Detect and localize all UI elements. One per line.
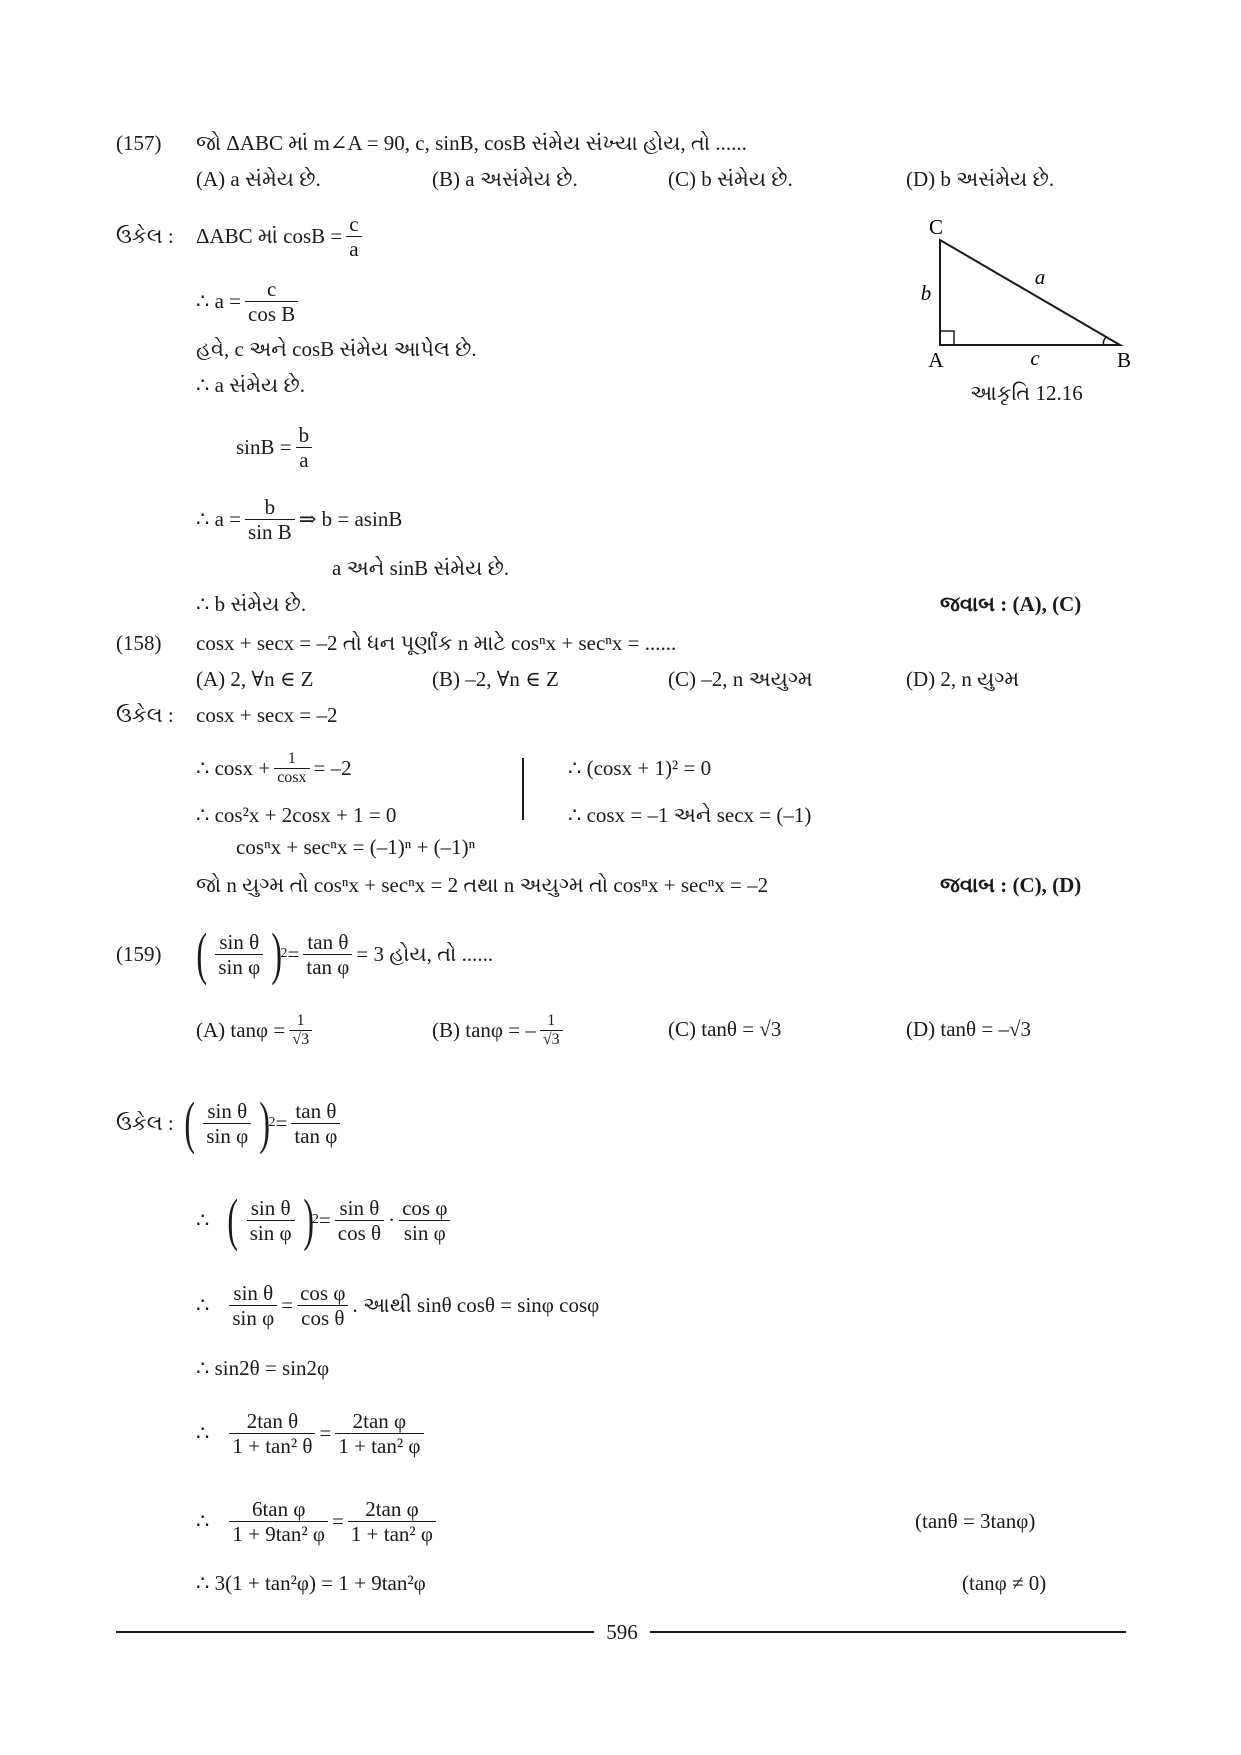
- fraction: $\frac{b}{a}$: [296, 423, 313, 472]
- fraction: $\frac{c}{\text{cos B}}$: [245, 277, 298, 326]
- option-a-text: (A) tanφ =: [196, 1018, 286, 1042]
- q159-number: (159): [116, 942, 162, 966]
- q158-right-1: ∴ (cosx + 1)² = 0: [568, 756, 712, 780]
- fraction: $\frac{\text{sin θ}}{\text{sin φ}}$: [247, 1196, 295, 1245]
- fraction: $\frac{\text{2tan φ}}{\text{1 + tan² φ}}$: [335, 1409, 423, 1458]
- exponent: 2: [280, 946, 288, 961]
- q159-eq-7-note: (tanφ ≠ 0): [962, 1571, 1047, 1595]
- open-paren: (: [184, 1090, 195, 1155]
- fraction: $\frac{b}{\text{sin B}}$: [245, 495, 295, 544]
- q157-option-b: (B) a અસંમેય છે.: [432, 167, 578, 191]
- q158-answer: જવાબ : (C), (D): [940, 873, 1082, 897]
- q158-step-4: cosⁿx + secⁿx = (–1)ⁿ + (–1)ⁿ: [236, 835, 476, 859]
- open-paren: (: [196, 921, 207, 986]
- q157-option-d: (D) b અસંમેય છે.: [906, 167, 1055, 191]
- equals: =: [319, 1421, 332, 1445]
- q159-eq-1: [180, 1085, 344, 1161]
- fraction: $\frac{\text{2tan θ}}{\text{1 + tan² θ}}$: [229, 1409, 315, 1458]
- q159-eq-3: [196, 1275, 599, 1335]
- q159-eq-6-note: (tanθ = 3tanφ): [915, 1509, 1036, 1533]
- fraction: $\frac{1}{\cos x}$: [274, 750, 309, 787]
- q159-eq-7: ∴ 3(1 + tan²φ) = 1 + 9tan²φ: [196, 1571, 426, 1595]
- q158-solution-label: ઉકેલ :: [116, 703, 174, 727]
- fraction: $\frac{\text{sin θ}}{\text{sin φ}}$: [215, 930, 263, 979]
- therefore-symbol: ∴: [196, 1509, 210, 1533]
- q159-option-d: (D) tanθ = –√3: [906, 1017, 1031, 1041]
- q159-eq-3-tail: . આથી sinθ cosθ = sinφ cosφ: [352, 1293, 600, 1317]
- q157-answer: જવાબ : (A), (C): [940, 592, 1082, 616]
- q158-step-1: cosx + secx = –2: [196, 703, 338, 727]
- fraction: $\frac{\text{tan θ}}{\text{tan φ}}$: [303, 930, 352, 979]
- q157-step-6-tail: ⇒ b = asinB: [298, 507, 403, 531]
- q157-step-6: [196, 490, 402, 548]
- q159-option-b: [432, 1004, 567, 1056]
- q158-number: (158): [116, 631, 162, 655]
- fraction: $\frac{\text{sin θ}}{\text{sin φ}}$: [229, 1281, 277, 1330]
- q157-step-3: હવે, c અને cosB સંમેય આપેલ છે.: [196, 337, 477, 361]
- q157-step-2: [196, 272, 302, 330]
- exponent: 2: [268, 1115, 276, 1130]
- q157-solution-label: ઉકેલ :: [116, 224, 174, 248]
- side-label-a: a: [1034, 265, 1046, 289]
- q159-eq-2: [196, 1182, 454, 1258]
- fraction: $\frac{\text{cos φ}}{\text{sin φ}}$: [399, 1196, 450, 1245]
- fraction: $\frac{1}{√3}$: [540, 1012, 563, 1049]
- q159-eq-4: ∴ sin2θ = sin2φ: [196, 1356, 330, 1380]
- q159-question: [192, 916, 493, 992]
- vertex-label-a: A: [928, 348, 944, 372]
- open-paren: (: [227, 1187, 239, 1252]
- close-paren: ): [259, 1090, 271, 1155]
- therefore-symbol: ∴: [196, 1421, 210, 1445]
- equals: =: [287, 942, 300, 966]
- q159-eq-5: [196, 1400, 428, 1466]
- side-label-c: c: [1030, 346, 1040, 370]
- q157-step-1-text: ΔABC માં cosB =: [196, 224, 343, 248]
- q158-step-2: [196, 740, 352, 796]
- q157-step-4: ∴ a સંમેય છે.: [196, 373, 305, 397]
- equals: =: [281, 1293, 294, 1317]
- q157-step-5-text: sinB =: [236, 435, 292, 459]
- q157-step-6-text: ∴ a =: [196, 507, 242, 531]
- q157-step-8: ∴ b સંમેય છે.: [196, 592, 307, 616]
- equals: =: [275, 1111, 288, 1135]
- q157-step-7: a અને sinB સંમેય છે.: [332, 556, 510, 580]
- q159-eq-6: [196, 1488, 440, 1554]
- q158-right-2: ∴ cosx = –1 અને secx = (–1): [568, 803, 812, 827]
- fraction: $\frac{c}{a}$: [346, 212, 361, 261]
- page-number: 596: [606, 1620, 638, 1644]
- q159-option-a: [196, 1004, 316, 1056]
- q158-step-2-text: ∴ cosx +: [196, 756, 271, 780]
- close-paren: ): [271, 921, 283, 986]
- triangle-shape: [940, 240, 1120, 345]
- vertex-label-b: B: [1116, 348, 1132, 372]
- side-label-b: b: [920, 281, 932, 305]
- figure-caption: આકૃતિ 12.16: [970, 381, 1083, 405]
- fraction: $\frac{\text{cos φ}}{\text{cos θ}}$: [297, 1281, 348, 1330]
- fraction: $\frac{1}{√3}$: [289, 1012, 312, 1049]
- q158-step-2-tail: = –2: [313, 756, 352, 780]
- fraction: $\frac{\text{sin θ}}{\text{sin φ}}$: [203, 1099, 251, 1148]
- dot-operator: ·: [388, 1208, 396, 1232]
- footer-rule-left: [116, 1631, 594, 1633]
- right-angle-mark: [940, 331, 954, 345]
- q158-option-b: (B) –2, ∀n ∈ Z: [432, 667, 559, 691]
- fraction: $\frac{\text{6tan φ}}{\text{1 + 9tan² φ}}$: [229, 1497, 328, 1546]
- q157-question: જો ΔABC માં m∠A = 90, c, sinB, cosB સંમેય સંખ્યા હોય, તો ......: [196, 131, 747, 155]
- q158-option-a: (A) 2, ∀n ∈ Z: [196, 667, 314, 691]
- exponent: 2: [311, 1212, 319, 1227]
- equals: =: [332, 1509, 344, 1533]
- q157-step-1: [196, 207, 366, 265]
- fraction: $\frac{\text{tan θ}}{\text{tan φ}}$: [291, 1099, 340, 1148]
- therefore-symbol: ∴: [196, 1293, 210, 1317]
- fraction: $\frac{\text{2tan φ}}{\text{1 + tan² φ}}$: [348, 1497, 436, 1546]
- footer-rule-right: [650, 1631, 1126, 1633]
- column-divider: [522, 758, 524, 820]
- q158-option-d: (D) 2, n યુગ્મ: [906, 667, 1020, 691]
- q158-step-5: જો n યુગ્મ તો cosⁿx + secⁿx = 2 તથા n અયુગ્મ તો cosⁿx + secⁿx = –2: [196, 873, 769, 897]
- angle-mark-b: [1103, 337, 1106, 345]
- equals: =: [318, 1208, 331, 1232]
- q157-step-5: [236, 418, 316, 476]
- q158-step-3: ∴ cos²x + 2cosx + 1 = 0: [196, 803, 397, 827]
- q158-question: cosx + secx = –2 તો ધન પૂર્ણાંક n માટે cosⁿx + secⁿx = ......: [196, 631, 677, 655]
- vertex-label-c: C: [928, 215, 944, 239]
- q158-option-c: (C) –2, n અયુગ્મ: [668, 667, 813, 691]
- q157-number: (157): [116, 131, 162, 155]
- therefore-symbol: ∴: [196, 1208, 210, 1232]
- q157-step-2-text: ∴ a =: [196, 289, 242, 313]
- q159-solution-label: ઉકેલ :: [116, 1111, 174, 1135]
- q159-question-tail: = 3 હોય, તો ......: [356, 942, 494, 966]
- fraction: $\frac{\text{sin θ}}{\text{cos θ}}$: [335, 1196, 384, 1245]
- q157-option-c: (C) b સંમેય છે.: [668, 167, 793, 191]
- option-b-text: (B) tanφ = –: [432, 1018, 536, 1042]
- q157-option-a: (A) a સંમેય છે.: [196, 167, 321, 191]
- q159-option-c: (C) tanθ = √3: [668, 1017, 782, 1041]
- close-paren: ): [302, 1187, 314, 1252]
